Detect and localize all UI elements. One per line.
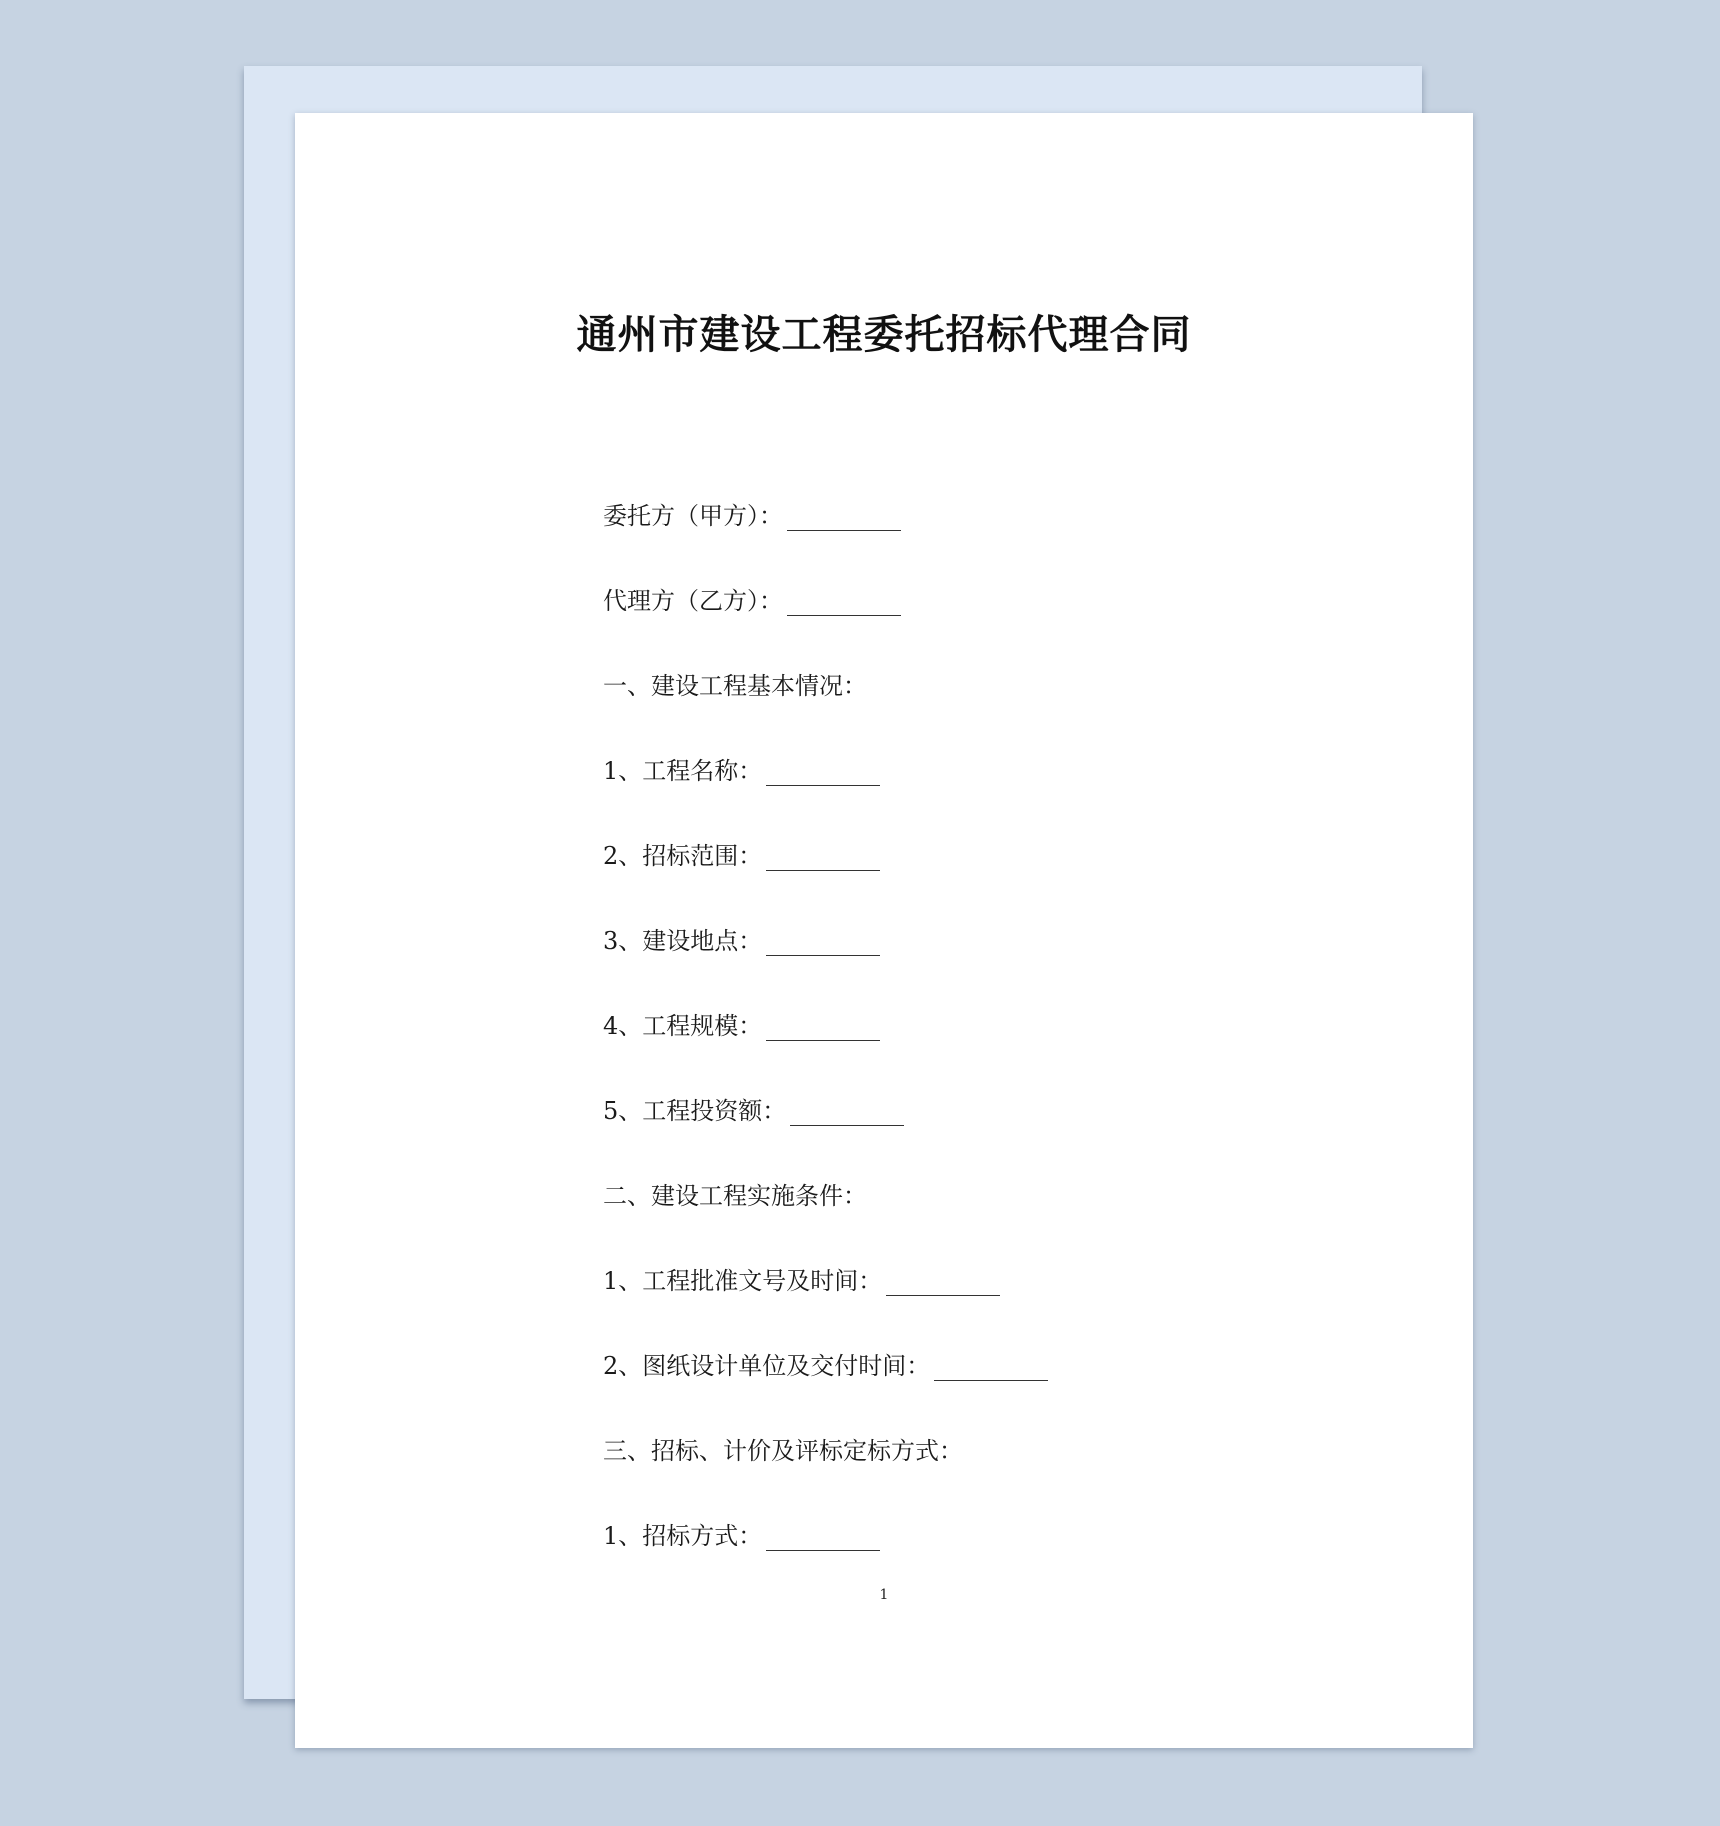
section-heading-2 (603, 1181, 867, 1211)
line-label: 1、工程批准文号及时间： (603, 1267, 883, 1295)
page-number: 1 (879, 1587, 889, 1603)
document-line-bid-method (603, 1521, 880, 1551)
section-heading-1 (603, 671, 867, 701)
line-label: 委托方（甲方）： (603, 502, 783, 530)
line-label: 2、招标范围： (603, 842, 763, 870)
document-line-agent (603, 586, 901, 616)
fill-in-blank (766, 1524, 880, 1551)
document-line-drawings (603, 1351, 1048, 1381)
document-line-scale (603, 1011, 880, 1041)
fill-in-blank (787, 589, 901, 616)
fill-in-blank (766, 844, 880, 871)
document-line-project-name (603, 756, 880, 786)
fill-in-blank (766, 1014, 880, 1041)
line-label: 1、工程名称： (603, 757, 763, 785)
line-label: 5、工程投资额： (603, 1097, 787, 1125)
document-line-client (603, 501, 901, 531)
line-label: 3、建设地点： (603, 927, 763, 955)
line-label: 三、招标、计价及评标定标方式： (603, 1437, 963, 1465)
section-heading-3 (603, 1436, 963, 1466)
line-label: 4、工程规模： (603, 1012, 763, 1040)
line-label: 代理方（乙方）： (603, 587, 783, 615)
document-line-location (603, 926, 880, 956)
fill-in-blank (766, 759, 880, 786)
line-label: 二、建设工程实施条件： (603, 1182, 867, 1210)
fill-in-blank (886, 1269, 1000, 1296)
document-line-bid-scope (603, 841, 880, 871)
fill-in-blank (766, 929, 880, 956)
document-title: 通州市建设工程委托招标代理合同 (576, 312, 1192, 358)
fill-in-blank (790, 1099, 904, 1126)
line-label: 1、招标方式： (603, 1522, 763, 1550)
fill-in-blank (934, 1354, 1048, 1381)
document-line-investment (603, 1096, 904, 1126)
fill-in-blank (787, 504, 901, 531)
document-line-approval (603, 1266, 1000, 1296)
line-label: 一、建设工程基本情况： (603, 672, 867, 700)
document-page (295, 113, 1473, 1748)
line-label: 2、图纸设计单位及交付时间： (603, 1352, 931, 1380)
